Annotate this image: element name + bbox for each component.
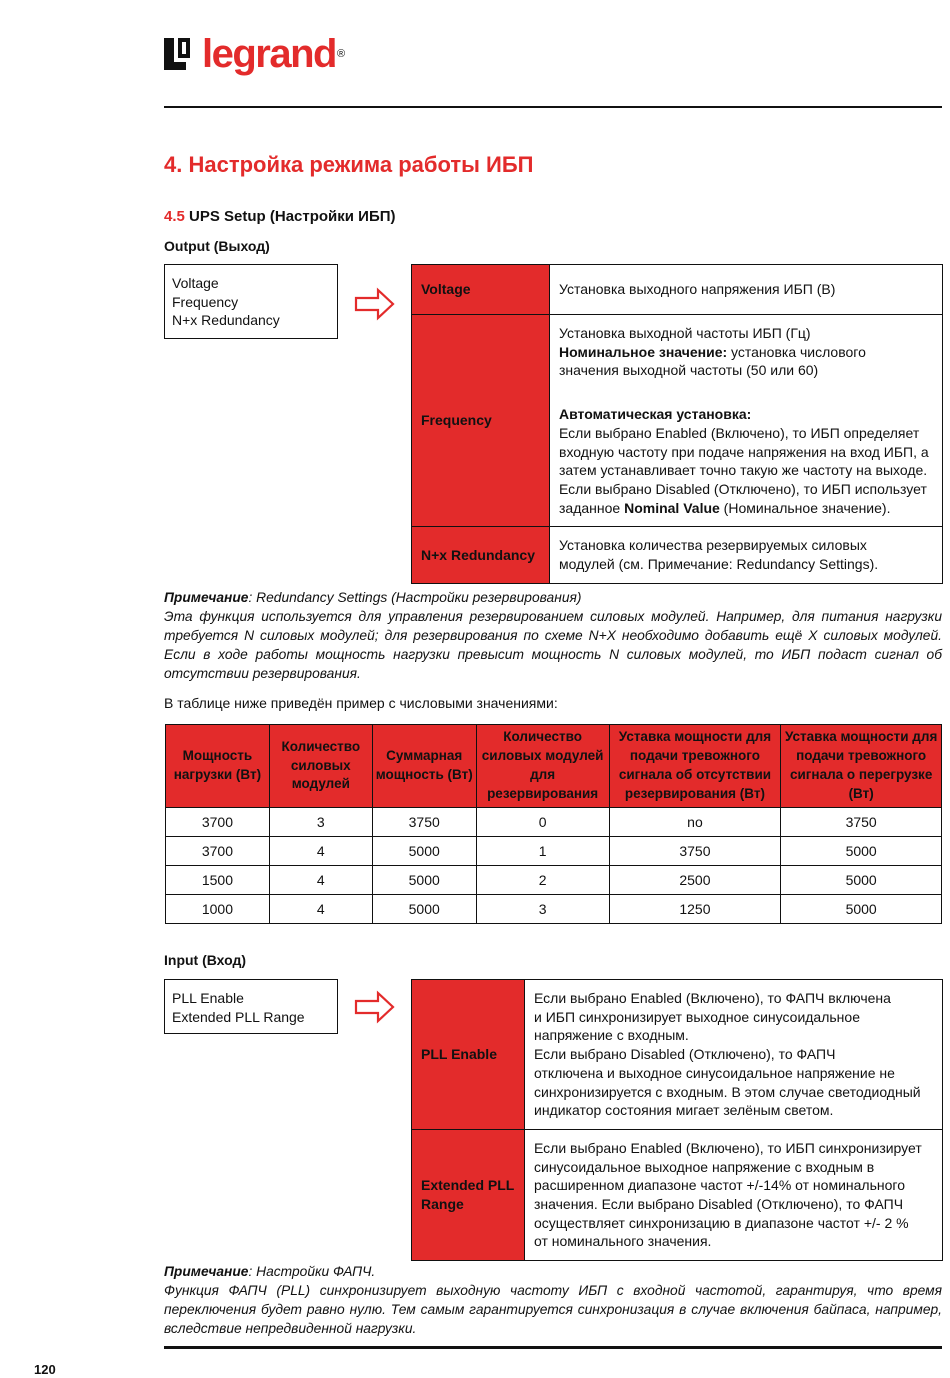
table-row [166,866,942,895]
setting-description: Если выбрано Enabled (Включено), то ФАПЧ включена и ИБП синхронизирует выходное синусоидальное напряжение с входным. Если выбрано Disabled (Отключено), то ФАПЧ отключена и выходное синусоидальное напряжение не синхронизируется с входным. В этом случае светодиодный индикатор состояния мигает зелёным светом. [525,980,943,1130]
table-cell: 1 [476,837,609,866]
table-cell: 3750 [609,837,781,866]
table-cell: 4 [269,837,372,866]
table-cell: 5000 [781,866,942,895]
table-cell: 1500 [166,866,270,895]
table-cell: 3750 [781,808,942,837]
page-heading: 4. Настройка режима работы ИБП [164,152,534,177]
table-cell: 5000 [372,837,476,866]
table-cell: 5000 [781,837,942,866]
table-cell: 3750 [372,808,476,837]
table-cell: 1000 [166,895,270,924]
setting-key: Frequency [412,315,550,527]
setting-key: Extended PLL Range [412,1129,525,1260]
legrand-logo [164,32,345,76]
pll-note: Примечание: Настройки ФАПЧ. Функция ФАПЧ (PLL) синхронизирует выходную частоту ИБП с входной частотой, гарантируя, что время переключения будет равно нулю. Тем самым гарантируется синхронизация в случае включения байпаса, например, вследствие непредвиденной нагрузки. [164,1264,942,1336]
output-menu-item: N+x Redundancy [172,312,280,328]
legrand-mark-icon [164,36,194,72]
input-title: Input (Вход) [164,952,247,968]
table-row [166,895,942,924]
setting-description: Установка количества резервируемых силовых модулей (см. Примечание: Redundancy Settings). [550,527,943,583]
section-number: 4.5 [164,208,185,225]
table-row [412,315,943,527]
setting-key: Voltage [412,265,550,315]
output-title: Output (Выход) [164,238,270,254]
logo-wordmark: legrand [202,32,336,76]
outline-right-arrow-icon [354,287,396,321]
table-cell: 5000 [781,895,942,924]
table-cell: 5000 [372,895,476,924]
table-header-row [166,725,942,808]
column-header: Уставка мощности для подачи тревожного сигнала о перегрузке (Вт) [781,725,942,808]
table-cell: 3700 [166,808,270,837]
table-cell: 1250 [609,895,781,924]
table-row [412,980,943,1130]
output-menu-item: Frequency [172,293,239,310]
column-header: Уставка мощности для подачи тревожного сигнала об отсутствии резервирования (Вт) [609,725,781,808]
table-cell: 5000 [372,866,476,895]
table-cell: 4 [269,866,372,895]
column-header: Количество силовых модулей для резервирования [476,725,609,808]
output-menu-box [164,264,338,339]
outline-right-arrow-icon [354,990,396,1024]
setting-key: PLL Enable [412,980,525,1130]
table-cell: no [609,808,781,837]
table-cell: 3 [476,895,609,924]
column-header: Суммарная мощность (Вт) [372,725,476,808]
input-menu-box [164,979,338,1034]
input-menu-item: PLL Enable [172,990,244,1006]
table-intro: В таблице ниже приведён пример с числовыми значениями: [164,695,558,711]
input-menu-item: Extended PLL Range [172,1008,305,1025]
table-cell: 2500 [609,866,781,895]
output-settings-table [411,264,943,584]
page-number: 120 [34,1362,56,1377]
table-row [166,837,942,866]
table-row [412,265,943,315]
setting-description: Установка выходной частоты ИБП (Гц) Номинальное значение: установка числового значения выходной частоты (50 или 60) Автоматическая установка: Если выбрано Enabled (Включено), то ИБП определяет входную частоту при подаче напряжения на вход ИБП, а затем устанавливает точно такую же частоту на выходе. Если выбрано Disabled (Отключено), то ИБП использует заданное Nominal Value (Номинальное значение). [550,315,943,527]
table-cell: 3 [269,808,372,837]
setting-key: N+x Redundancy [412,527,550,583]
input-settings-table [411,979,943,1261]
setting-description: Установка выходного напряжения ИБП (В) [550,265,943,315]
column-header: Количество силовых модулей [269,725,372,808]
logo-registered: ® [336,48,346,60]
section-heading [164,208,396,225]
table-cell: 2 [476,866,609,895]
table-row [412,1129,943,1260]
section-title: UPS Setup (Настройки ИБП) [189,208,396,225]
output-menu-item: Voltage [172,275,219,291]
table-row [166,808,942,837]
table-cell: 4 [269,895,372,924]
column-header: Мощность нагрузки (Вт) [166,725,270,808]
header-rule [164,106,942,108]
table-cell: 0 [476,808,609,837]
table-row [412,527,943,583]
setting-description: Если выбрано Enabled (Включено), то ИБП синхронизирует синусоидальное выходное напряжение с входным в расширенном диапазоне частот +/-14% от номинального значения. Если выбрано Disabled (Отключено), то ФАПЧ осуществляет синхронизацию в диапазоне частот +/- 2 % от номинального значения. [525,1129,943,1260]
footer-rule [164,1346,942,1349]
table-cell: 3700 [166,837,270,866]
redundancy-note: Примечание: Redundancy Settings (Настройки резервирования) Эта функция используется для управления резервированием силовых модулей. Например, для питания нагрузки требуется N силовых модулей; для резервирования по схеме N+X необходимо добавить ещё X силовых модулей. Если в ходе работы мощность нагрузки превысит мощность N силовых модулей, то ИБП подаст сигнал об отсутствии резервирования. [164,590,942,681]
redundancy-example-table [165,724,942,924]
